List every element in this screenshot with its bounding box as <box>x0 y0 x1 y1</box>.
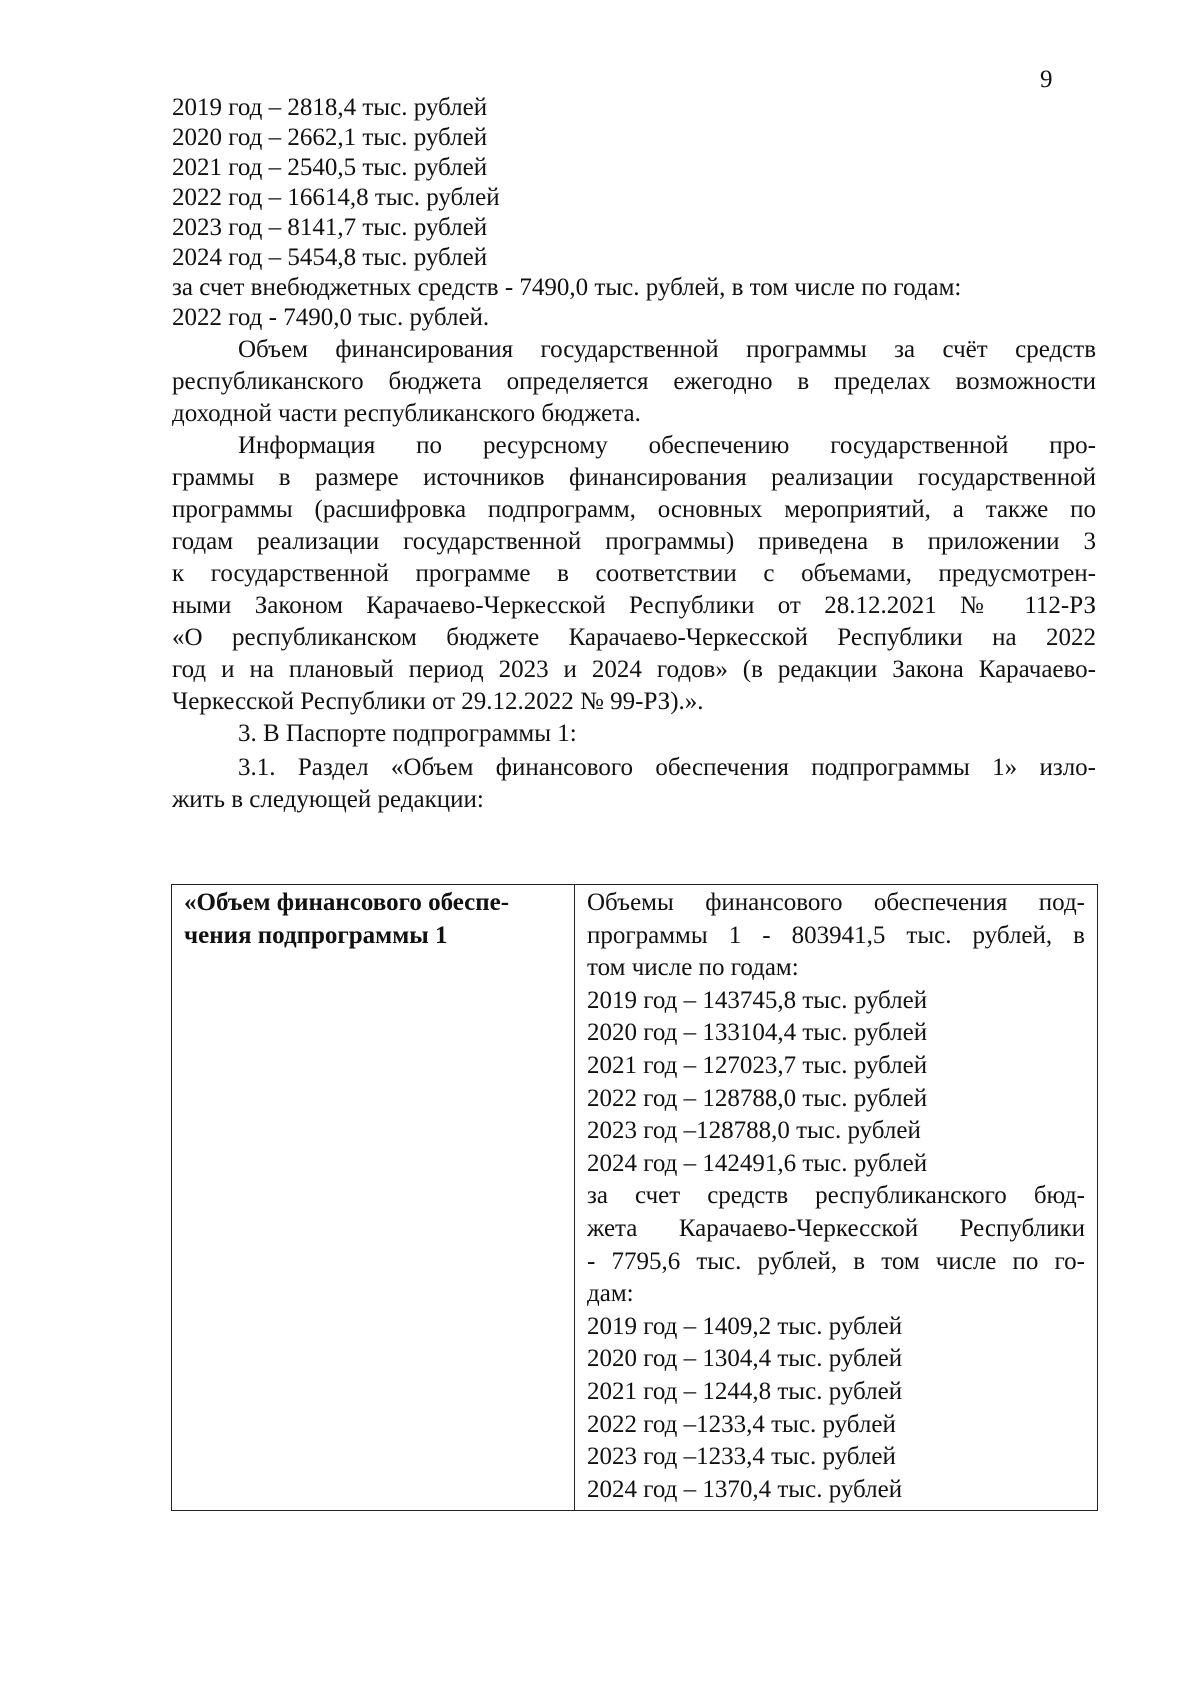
year-total-line: 2019 год – 143745,8 тыс. рублей <box>587 986 928 1014</box>
budget-year-line: 2019 год – 2818,4 тыс. рублей <box>172 94 488 121</box>
republic-budget-intro-line: жета Карачаево-Черкесской Республики <box>587 1214 1085 1242</box>
year-republic-line: 2023 год –1233,4 тыс. рублей <box>587 1443 896 1471</box>
year-total-line: 2020 год – 133104,4 тыс. рублей <box>587 1019 928 1047</box>
year-republic-line: 2021 год – 1244,8 тыс. рублей <box>587 1377 903 1405</box>
financing-intro-line: Объемы финансового обеспечения под- <box>587 889 1085 916</box>
financing-intro-line: том числе по годам: <box>587 954 799 982</box>
year-republic-line: 2020 год – 1304,4 тыс. рублей <box>587 1345 903 1373</box>
paragraph-line: год и на плановый период 2023 и 2024 годов» (в редакции Закона Карачаево- <box>172 656 1096 683</box>
paragraph-line: граммы в размере источников финансирования реализации государственной <box>172 464 1096 491</box>
paragraph-line: программы (расшифровка подпрограмм, основных мероприятий, а также по <box>172 496 1096 523</box>
page-number: 9 <box>1040 66 1053 93</box>
republic-budget-intro-line: за счет средств республиканского бюд- <box>587 1182 1085 1210</box>
republic-budget-intro-line: дам: <box>587 1280 634 1308</box>
paragraph-line: ными Законом Карачаево-Черкесской Республики от 28.12.2021 № 112-РЗ <box>172 592 1096 619</box>
budget-year-line: 2023 год – 8141,7 тыс. рублей <box>172 214 488 241</box>
subprogram-financing-table <box>171 884 1098 1511</box>
table-left-cell <box>172 885 575 1511</box>
paragraph-line: к государственной программе в соответствии с объемами, предусмотрен- <box>172 560 1096 587</box>
paragraph-line: республиканского бюджета определяется ежегодно в пределах возможности <box>172 368 1096 395</box>
year-total-line: 2024 год – 142491,6 тыс. рублей <box>587 1149 928 1177</box>
year-republic-line: 2022 год –1233,4 тыс. рублей <box>587 1410 896 1438</box>
left-header-line: чения подпрограммы 1 <box>184 921 448 949</box>
paragraph-line: Объем финансирования государственной программы за счёт средств <box>238 336 1096 363</box>
extrabudget-2022-line: 2022 год - 7490,0 тыс. рублей. <box>172 304 490 331</box>
year-republic-line: 2019 год – 1409,2 тыс. рублей <box>587 1312 903 1340</box>
extrabudget-line: за счет внебюджетных средств - 7490,0 тыс. рублей, в том числе по годам: <box>172 274 962 301</box>
financing-intro-line: программы 1 - 803941,5 тыс. рублей, в <box>587 921 1085 949</box>
table-row <box>172 885 1098 1511</box>
republic-budget-intro-line: - 7795,6 тыс. рублей, в том числе по го- <box>587 1247 1085 1275</box>
paragraph-line: «О республиканском бюджете Карачаево-Черкесской Республики на 2022 <box>172 624 1096 651</box>
budget-year-line: 2022 год – 16614,8 тыс. рублей <box>172 184 500 211</box>
paragraph-line: Черкесской Республики от 29.12.2022 № 99-РЗ).». <box>172 688 704 715</box>
paragraph-line: доходной части республиканского бюджета. <box>172 400 641 427</box>
year-republic-line: 2024 год – 1370,4 тыс. рублей <box>587 1475 903 1503</box>
year-total-line: 2022 год – 128788,0 тыс. рублей <box>587 1084 928 1112</box>
paragraph-line: жить в следующей редакции: <box>172 786 484 813</box>
table-right-cell <box>575 885 1098 1511</box>
paragraph-line: Информация по ресурсному обеспечению государственной про- <box>238 432 1096 459</box>
budget-year-line: 2020 год – 2662,1 тыс. рублей <box>172 124 488 151</box>
item-3-heading: 3. В Паспорте подпрограммы 1: <box>238 720 577 747</box>
paragraph-line: 3.1. Раздел «Объем финансового обеспечения подпрограммы 1» изло- <box>238 754 1096 781</box>
budget-year-line: 2021 год – 2540,5 тыс. рублей <box>172 154 488 181</box>
budget-year-line: 2024 год – 5454,8 тыс. рублей <box>172 244 488 271</box>
year-total-line: 2021 год – 127023,7 тыс. рублей <box>587 1051 928 1079</box>
year-total-line: 2023 год –128788,0 тыс. рублей <box>587 1117 921 1145</box>
left-header-line: «Объем финансового обеспе- <box>184 889 510 916</box>
paragraph-line: годам реализации государственной программы) приведена в приложении 3 <box>172 528 1096 555</box>
